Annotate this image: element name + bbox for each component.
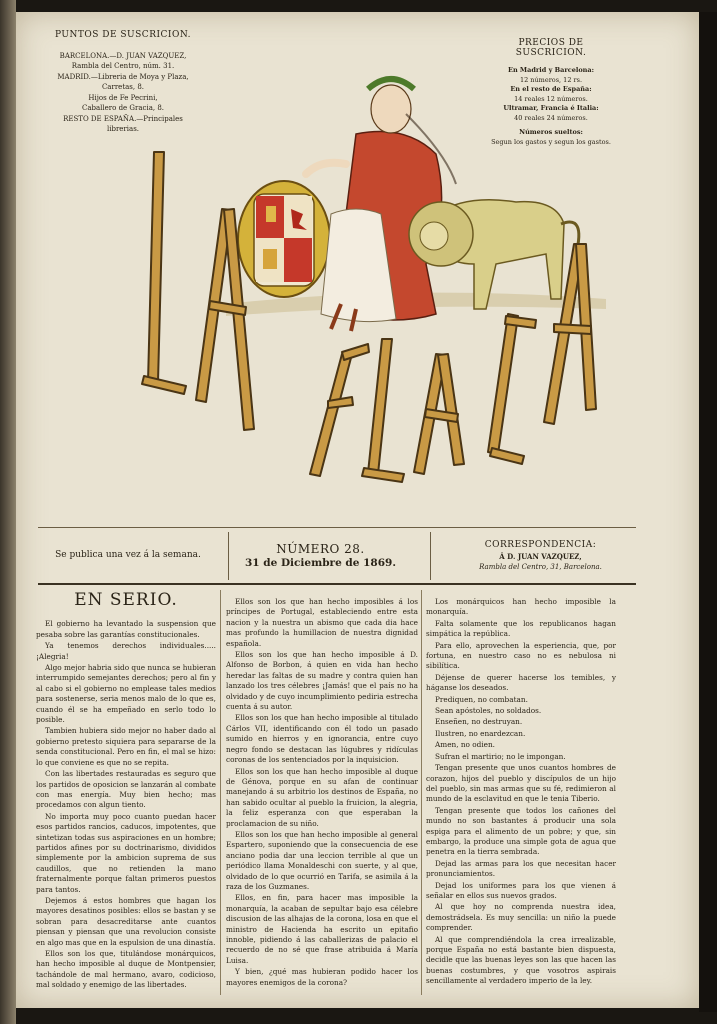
correspondence-title: CORRESPONDENCIA:	[484, 540, 597, 550]
paragraph: Al que comprendiéndola la crea irrealizable, porque España no está bastante bien dispuesta, decidle que las buenas leyes son las que hacen las buenas costumbres, y que vosotros aspirais sencillamente al verdadero imperio de la ley.	[426, 934, 616, 986]
price-line: 14 reales 12 números.	[514, 94, 588, 103]
correspondence-address: Rambla del Centro, 31, Barcelona.	[479, 563, 602, 571]
loose-issues-title: Números sueltos:	[519, 128, 583, 136]
article-title: EN SERIO.	[74, 590, 178, 610]
subscription-point-line: Caballero de Gracia, 8.	[81, 104, 164, 112]
paragraph: Ilustren, no enardezcan.	[435, 728, 526, 738]
article-column-2	[226, 597, 418, 989]
newspaper-page	[16, 12, 699, 1008]
subscription-point-line: Hijos de Fe Pecrini,	[88, 93, 158, 102]
book-spine	[0, 0, 16, 1024]
paragraph: El gobierno ha levantado la suspension que pesaba sobre las garantías constitucionales.	[36, 619, 216, 639]
paragraph: Los monárquicos han hecho imposible la monarquía.	[426, 597, 616, 617]
paragraph: Ellos son los que han hecho imposible al duque de Génova, porque en su afan de continuar manejando á su arbitrio los destinos de España, no han sabido ocultar al pueblo la fruicion, la alegria, la feliz esperanza con que esperaban la proclamacion de su niño.	[226, 766, 418, 828]
article-column-1	[36, 590, 216, 992]
paragraph: Algo mejor habria sido que nunca se hubieran interrumpido semejantes derechos; pero al fin y al cabo si el gobierno no emplease tales medios para sostenerse, seria menos malo de lo que es, cuando él se ha empeñado en serlo todo lo posible.	[36, 663, 216, 725]
paragraph: Tengan presente que unos cuantos hombres de corazon, hijos del pueblo y discípulos de un hijo del pueblo, sin mas armas que su fé, redimieron al mundo de la esclavitud en que le tenia Tiberio.	[426, 763, 616, 804]
subscription-points-title: PUNTOS DE SUSCRICION.	[54, 30, 192, 40]
paragraph: Tambien hubiera sido mejor no haber dado al gobierno pretesto siquiera para separarse de la senda constitucional. Pero en fin, el mal se hizo: lo que conviene es que no se repita.	[36, 726, 216, 767]
paragraph: Amen, no odien.	[435, 740, 495, 750]
paragraph: Ellos son los que han hecho imposible á D. Alfonso de Borbon, á quien en vida han hecho heredar las faltas de su madre y contra quien han lanzado los tres célebres ¡Jamás! que el país no ha olvidado y de cuyo incumplimiento pediria estrecha cuenta á su autor.	[226, 650, 418, 712]
paragraph: Falta solamente que los republicanos hagan simpática la república.	[426, 618, 616, 639]
coat-of-arms-icon	[238, 181, 330, 297]
info-divider	[228, 532, 229, 580]
paragraph: Ellos son los que han hecho imposibles á los príncipes de Portugal, estableciendo entre esta nacion y la nuestra un abismo que cada dia hace mas profundo la humillacion de nuestra dignidad española.	[226, 597, 418, 648]
subscription-point-line: Rambla del Centro, núm. 31.	[71, 62, 175, 70]
paragraph: Ellos son los que han hecho imposible al general Espartero, suponiendo que la consecuencia de ese anciano podia dar una leccion terrible al que un periódico llama Monaldeschi con suerte, y al que, olvidado de lo que ocurrió en Tarifa, se asimila á la raza de los Guzmanes.	[226, 829, 418, 891]
page-edge-shadow	[699, 12, 717, 1012]
price-line: 40 reales 24 números.	[514, 113, 588, 122]
paragraph: Déjense de querer hacerse los temibles, y háganse los deseados.	[426, 672, 616, 693]
price-line: 12 números, 12 rs.	[519, 75, 583, 84]
paragraph: Y bien, ¿qué mas hubieran podido hacer los mayores enemigos de la corona?	[226, 967, 418, 987]
article-column-3	[426, 597, 616, 988]
price-line: En Madrid y Barcelona:	[507, 66, 594, 74]
paragraph: Prediquen, no combatan.	[435, 694, 528, 704]
publication-frequency: Se publica una vez á la semana.	[55, 550, 201, 560]
column-rule	[421, 590, 422, 995]
price-line: En el resto de España:	[510, 85, 592, 93]
subscription-point-line: Carretas, 8.	[101, 83, 145, 91]
paragraph: Al que hoy no comprenda nuestra idea, demostrádsela. Es muy sencilla: un niño la puede comprender.	[426, 902, 616, 933]
info-divider	[430, 532, 431, 580]
correspondence-name: Á D. JUAN VAZQUEZ,	[499, 552, 582, 561]
masthead-illustration	[106, 64, 626, 509]
subscription-point-line: librerias.	[106, 125, 140, 133]
paragraph: Enseñen, no destruyan.	[435, 717, 523, 727]
correspondence-block	[443, 540, 638, 573]
paragraph: Con las libertades restauradas es seguro que los partidos de oposicion se lanzarán al combate con mas energía. Muy bien hecho; mas procedamos con algun tiento.	[36, 769, 216, 810]
paragraph: Tengan presente que todos los cañones del mundo no son bastantes á producir una sola espiga para el alimento de un pobre; y que, sin embargo, la produce una simple gota de agua que penetra en la tierra sembrada.	[426, 805, 616, 857]
paragraph: Ellos son los que, titulándose monárquicos, han hecho imposible al duque de Montpensier, tachándole de mal hermano, avaro, codicioso, mal soldado y enemigo de las libertades.	[36, 949, 216, 990]
paragraph: Ya tenemos derechos individuales..... ¡Alegria!	[36, 641, 216, 661]
paragraph: Dejemos á estos hombres que hagan los mayores desatinos posibles: ellos se bastan y se sobran para desacreditarse ante cuantos piensan y piensan que una revolucion consiste en algo mas que en la espulsion de una dinastía.	[36, 895, 216, 947]
paragraph: No importa muy poco cuanto puedan hacer esos partidos rancios, caducos, impotentes, que sintetizan todas sus aspiraciones en un hombre; partidos afines por su doctrinarismo, divididos simplemente por la ambicion suprema de sus caudillos, que no retienden la mano fraternalmente porque faltan primeros puestos para tantos.	[36, 811, 216, 894]
paragraph: Dejad los uniformes para los que vienen á señalar en ellos sus nuevos grados.	[426, 880, 616, 900]
subscription-point-line: MADRID.—Libreria de Moya y Plaza,	[57, 72, 189, 81]
issue-date: 31 de Diciembre de 1869.	[245, 557, 396, 569]
issue-number: NÚMERO 28.	[276, 542, 365, 556]
column-rule	[220, 590, 221, 995]
subscription-prices-title: PRECIOS DE SUSCRICION.	[515, 38, 587, 58]
price-line: Ultramar, Francia é Italia:	[503, 104, 599, 112]
paragraph: Para ello, aprovechen la esperiencia, que, por fortuna, en nuestro caso no es nebulosa ni sibilítica.	[426, 640, 616, 671]
paragraph: Dejad las armas para los que necesitan hacer pronunciamientos.	[426, 858, 616, 879]
paragraph: Sean apóstoles, no soldados.	[435, 706, 542, 716]
issue-info-bar	[38, 527, 636, 585]
issue-block	[233, 542, 408, 569]
paragraph: Ellos, en fin, para hacer mas imposible la monarquía, la acaban de sepultar bajo esa célebre discusion de las alhajas de la corona, losa en que el ministro de Hacienda ha escrito un epitafio innoble, pidiendo á las caballerizas de palacio el recuerdo de no sé que frase atribuida á María Luisa.	[226, 893, 418, 965]
loose-issues-text: Segun los gastos y segun los gastos.	[491, 137, 611, 146]
paragraph: Sufran el martirio; no le impongan.	[435, 751, 566, 761]
subscription-point-line: BARCELONA.—D. JUAN VAZQUEZ,	[59, 51, 187, 60]
subscription-point-line: RESTO DE ESPAÑA.—Principales	[63, 114, 183, 123]
paragraph: Ellos son los que han hecho imposible al titulado Cárlos VII, identificando con él todo un pasado sumido en hierros y en ignorancia, entre cuyo negro fondo se destacan las lúgubres y ridículas coronas de los sentenciados por la inquisicion.	[226, 713, 418, 765]
